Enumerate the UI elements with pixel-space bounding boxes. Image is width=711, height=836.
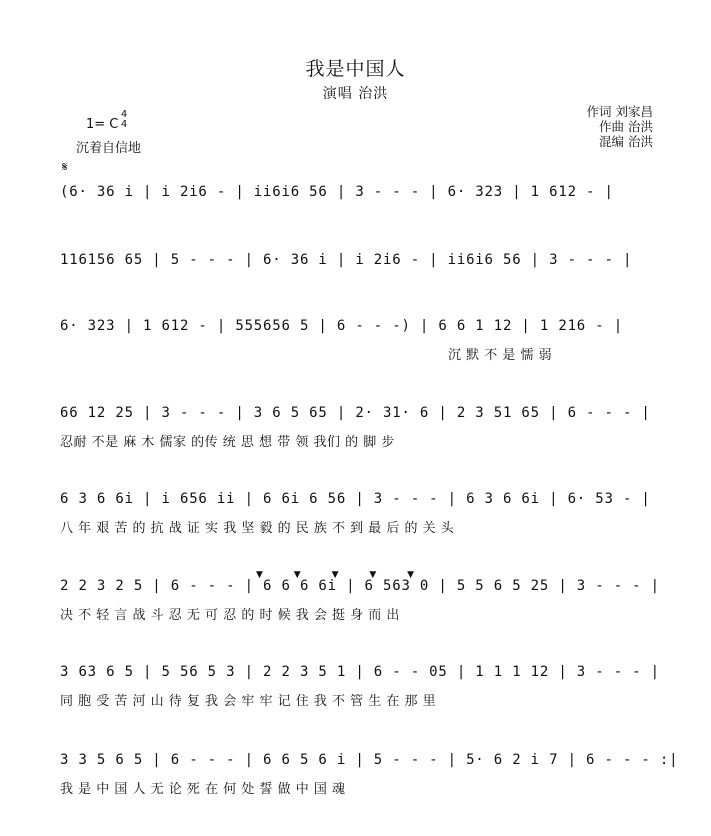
score-system-7 (0, 664, 711, 728)
lyrics-line-6: 决 不 轻 言 战 斗 忍 无 可 忍 的 时 候 我 会 挺 身 而 出 (60, 608, 400, 623)
notes-line-5: 6 3 6 6i | i 656 ii | 6 6i 6 56 | 3 - - - | 6 3 6 6i | 6· 53 - | (60, 491, 651, 507)
song-title: 我是中国人 (305, 58, 406, 80)
notes-line-1: (6· 36 i | i 2i6 - | ii6i6 56 | 3 - - - | 6· 323 | 1 612 - | (60, 184, 614, 200)
notes-line-8: 3 3 5 6 5 | 6 - - - | 6 6 5 6 i | 5 - - - | 5· 6 2 i 7 | 6 - - - :| (60, 752, 679, 768)
song-subtitle: 演唱 治洪 (322, 86, 389, 102)
credit-composer: 作曲 治洪 (599, 119, 653, 134)
lyrics-line-7: 同 胞 受 苦 河 山 待 复 我 会 牢 牢 记 住 我 不 管 生 在 那 里 (60, 694, 437, 709)
lyrics-line-5: 八 年 艰 苦 的 抗 战 证 实 我 坚 毅 的 民 族 不 到 最 后 的 关 头 (60, 521, 455, 536)
time-signature-top: 4 (120, 109, 128, 120)
notes-line-3: 6· 323 | 1 612 - | 555656 5 | 6 - - -) | 6 6 1 12 | 1 216 - | (60, 318, 623, 334)
score-system-1 (0, 184, 711, 248)
time-signature (119, 110, 129, 130)
notes-line-4: 66 12 25 | 3 - - - | 3 6 5 65 | 2· 31· 6 | 2 3 51 65 | 6 - - - | (60, 405, 651, 421)
segno-sign: 𝄋 (62, 160, 68, 175)
time-signature-bottom: 4 (120, 119, 128, 130)
accent-marks: ▼ ▼ ▼ ▼ ▼ (256, 570, 429, 580)
lyrics-line-8: 我 是 中 国 人 无 论 死 在 何 处 誓 做 中 国 魂 (60, 782, 346, 797)
key-signature: 1= C (86, 117, 119, 132)
score-system-5 (0, 491, 711, 555)
credit-arranger: 混编 治洪 (599, 134, 653, 149)
score-system-3 (0, 318, 711, 382)
credits (587, 104, 653, 149)
score-system-8 (0, 752, 711, 816)
lyrics-line-3: 沉 默 不 是 懦 弱 (448, 348, 553, 363)
notes-line-6: 2 2 3 2 5 | 6 - - - | 6 6 6 6i | 6 563 0 | 5 5 6 5 25 | 3 - - - | (60, 578, 660, 594)
notes-line-7: 3 63 6 5 | 5 56 5 3 | 2 2 3 5 1 | 6 - - 05 | 1 1 1 12 | 3 - - - | (60, 664, 660, 680)
score-system-6 (0, 570, 711, 642)
tempo-marking: 沉着自信地 (76, 141, 142, 156)
score-system-2 (0, 252, 711, 316)
lyrics-line-4: 忍耐 不是 麻 木 儒家 的传 统 思 想 带 领 我们 的 脚 步 (60, 435, 395, 450)
score-system-4 (0, 405, 711, 469)
notes-line-2: 116156 65 | 5 - - - | 6· 36 i | i 2i6 - | ii6i6 56 | 3 - - - | (60, 252, 633, 268)
credit-lyrics: 作词 刘家昌 (586, 104, 653, 119)
